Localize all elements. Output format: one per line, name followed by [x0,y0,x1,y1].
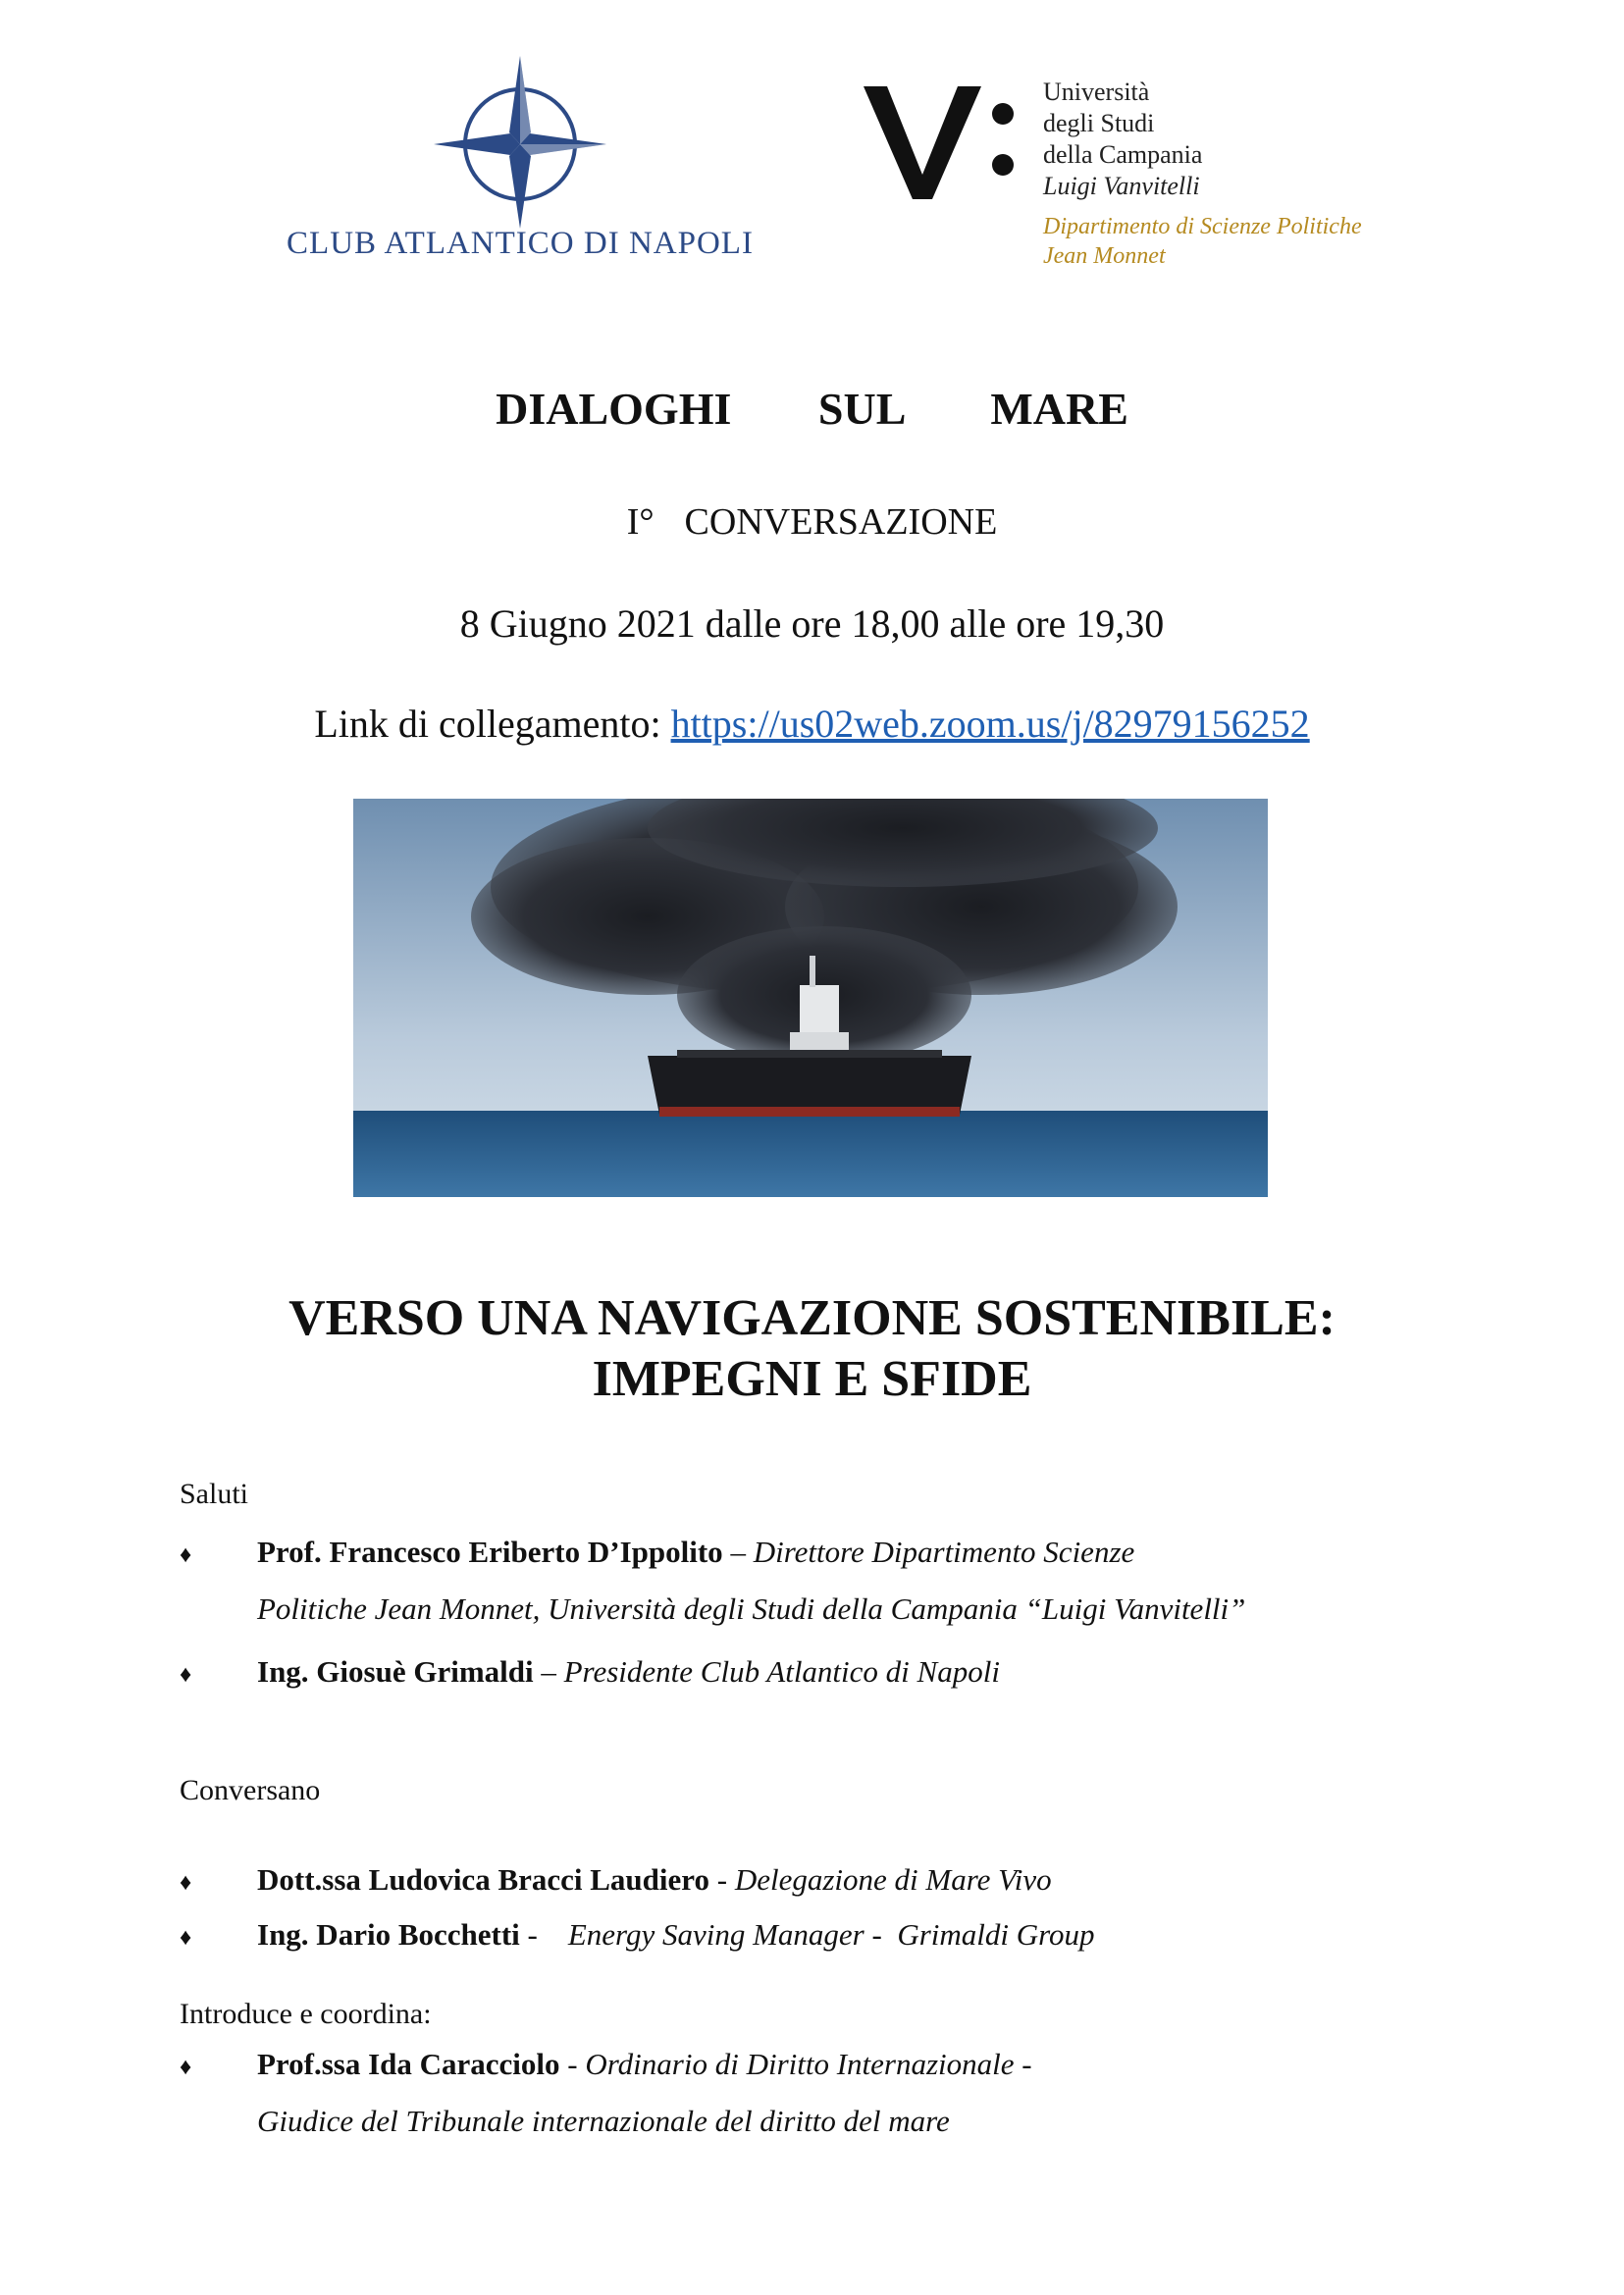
bullet-diamond-icon: ♦ [180,1662,192,1688]
speaker-role: Energy Saving Manager - Grimaldi Group [567,1917,1095,1952]
speaker-role: Ordinario di Diritto Internazionale - [585,2047,1032,2081]
bullet-diamond-icon: ♦ [180,2055,192,2080]
speaker-role-cont: Politiche Jean Monnet, Università degli Studi della Campania “Luigi Vanvitelli” [257,1591,1246,1626]
bullet-diamond-icon: ♦ [180,1870,192,1896]
club-name: CLUB ATLANTICO DI NAPOLI [287,226,754,261]
separator: – [722,1535,754,1569]
speaker-name: Ing. Giosuè Grimaldi [257,1654,534,1689]
speaker-role: Presidente Club Atlantico di Napoli [563,1654,1000,1689]
list-item [257,1906,1533,1963]
separator: - [709,1862,735,1897]
separator: - [559,2047,586,2081]
ship-smoke-photo [353,799,1268,1197]
university-line1: Università [1043,78,1150,106]
department-line2: Jean Monnet [1043,243,1166,269]
main-title [0,1288,1624,1410]
speaker-name: Prof.ssa Ida Caracciolo [257,2047,560,2081]
speaker-name: Ing. Dario Bocchetti [257,1917,520,1952]
meeting-link-label: Link di collegamento: [314,702,671,746]
conversano-label: Conversano [180,1774,321,1806]
list-item [257,1643,1533,1700]
main-title-line1: VERSO UNA NAVIGAZIONE SOSTENIBILE: [288,1290,1336,1346]
speaker-role: Delegazione di Mare Vivo [734,1862,1052,1897]
speaker-name: Dott.ssa Ludovica Bracci Laudiero [257,1862,709,1897]
event-date: 8 Giugno 2021 dalle ore 18,00 alle ore 19,30 [459,601,1165,646]
university-logo-icon [864,77,1021,204]
saluti-label: Saluti [180,1478,249,1510]
compass-rose-logo-icon [432,54,608,231]
department-line1: Dipartimento di Scienze Politiche [1043,214,1362,239]
event-subtitle: I° CONVERSAZIONE [626,501,998,543]
separator: - [519,1917,568,1952]
meeting-link[interactable]: https://us02web.zoom.us/j/82979156252 [670,702,1310,746]
separator: – [533,1654,564,1689]
university-line3: della Campania [1043,140,1203,169]
speaker-role: Direttore Dipartimento Scienze [753,1535,1135,1569]
list-item [257,1852,1533,1908]
list-item [257,1524,1533,1638]
main-title-line2: IMPEGNI E SFIDE [592,1351,1032,1407]
university-name [1043,77,1202,202]
coordina-label: Introduce e coordina: [180,1998,432,2030]
department-name [1043,212,1362,271]
meeting-link-line [0,701,1624,747]
speaker-name: Prof. Francesco Eriberto D’Ippolito [257,1535,723,1569]
bullet-diamond-icon: ♦ [180,1925,192,1951]
bullet-diamond-icon: ♦ [180,1542,192,1568]
speaker-role-cont: Giudice del Tribunale internazionale del diritto del mare [257,2104,950,2138]
event-series-title: DIALOGHI SUL MARE [496,384,1128,434]
university-line2: degli Studi [1043,109,1155,137]
list-item [257,2036,1533,2150]
university-line4: Luigi Vanvitelli [1043,172,1200,200]
